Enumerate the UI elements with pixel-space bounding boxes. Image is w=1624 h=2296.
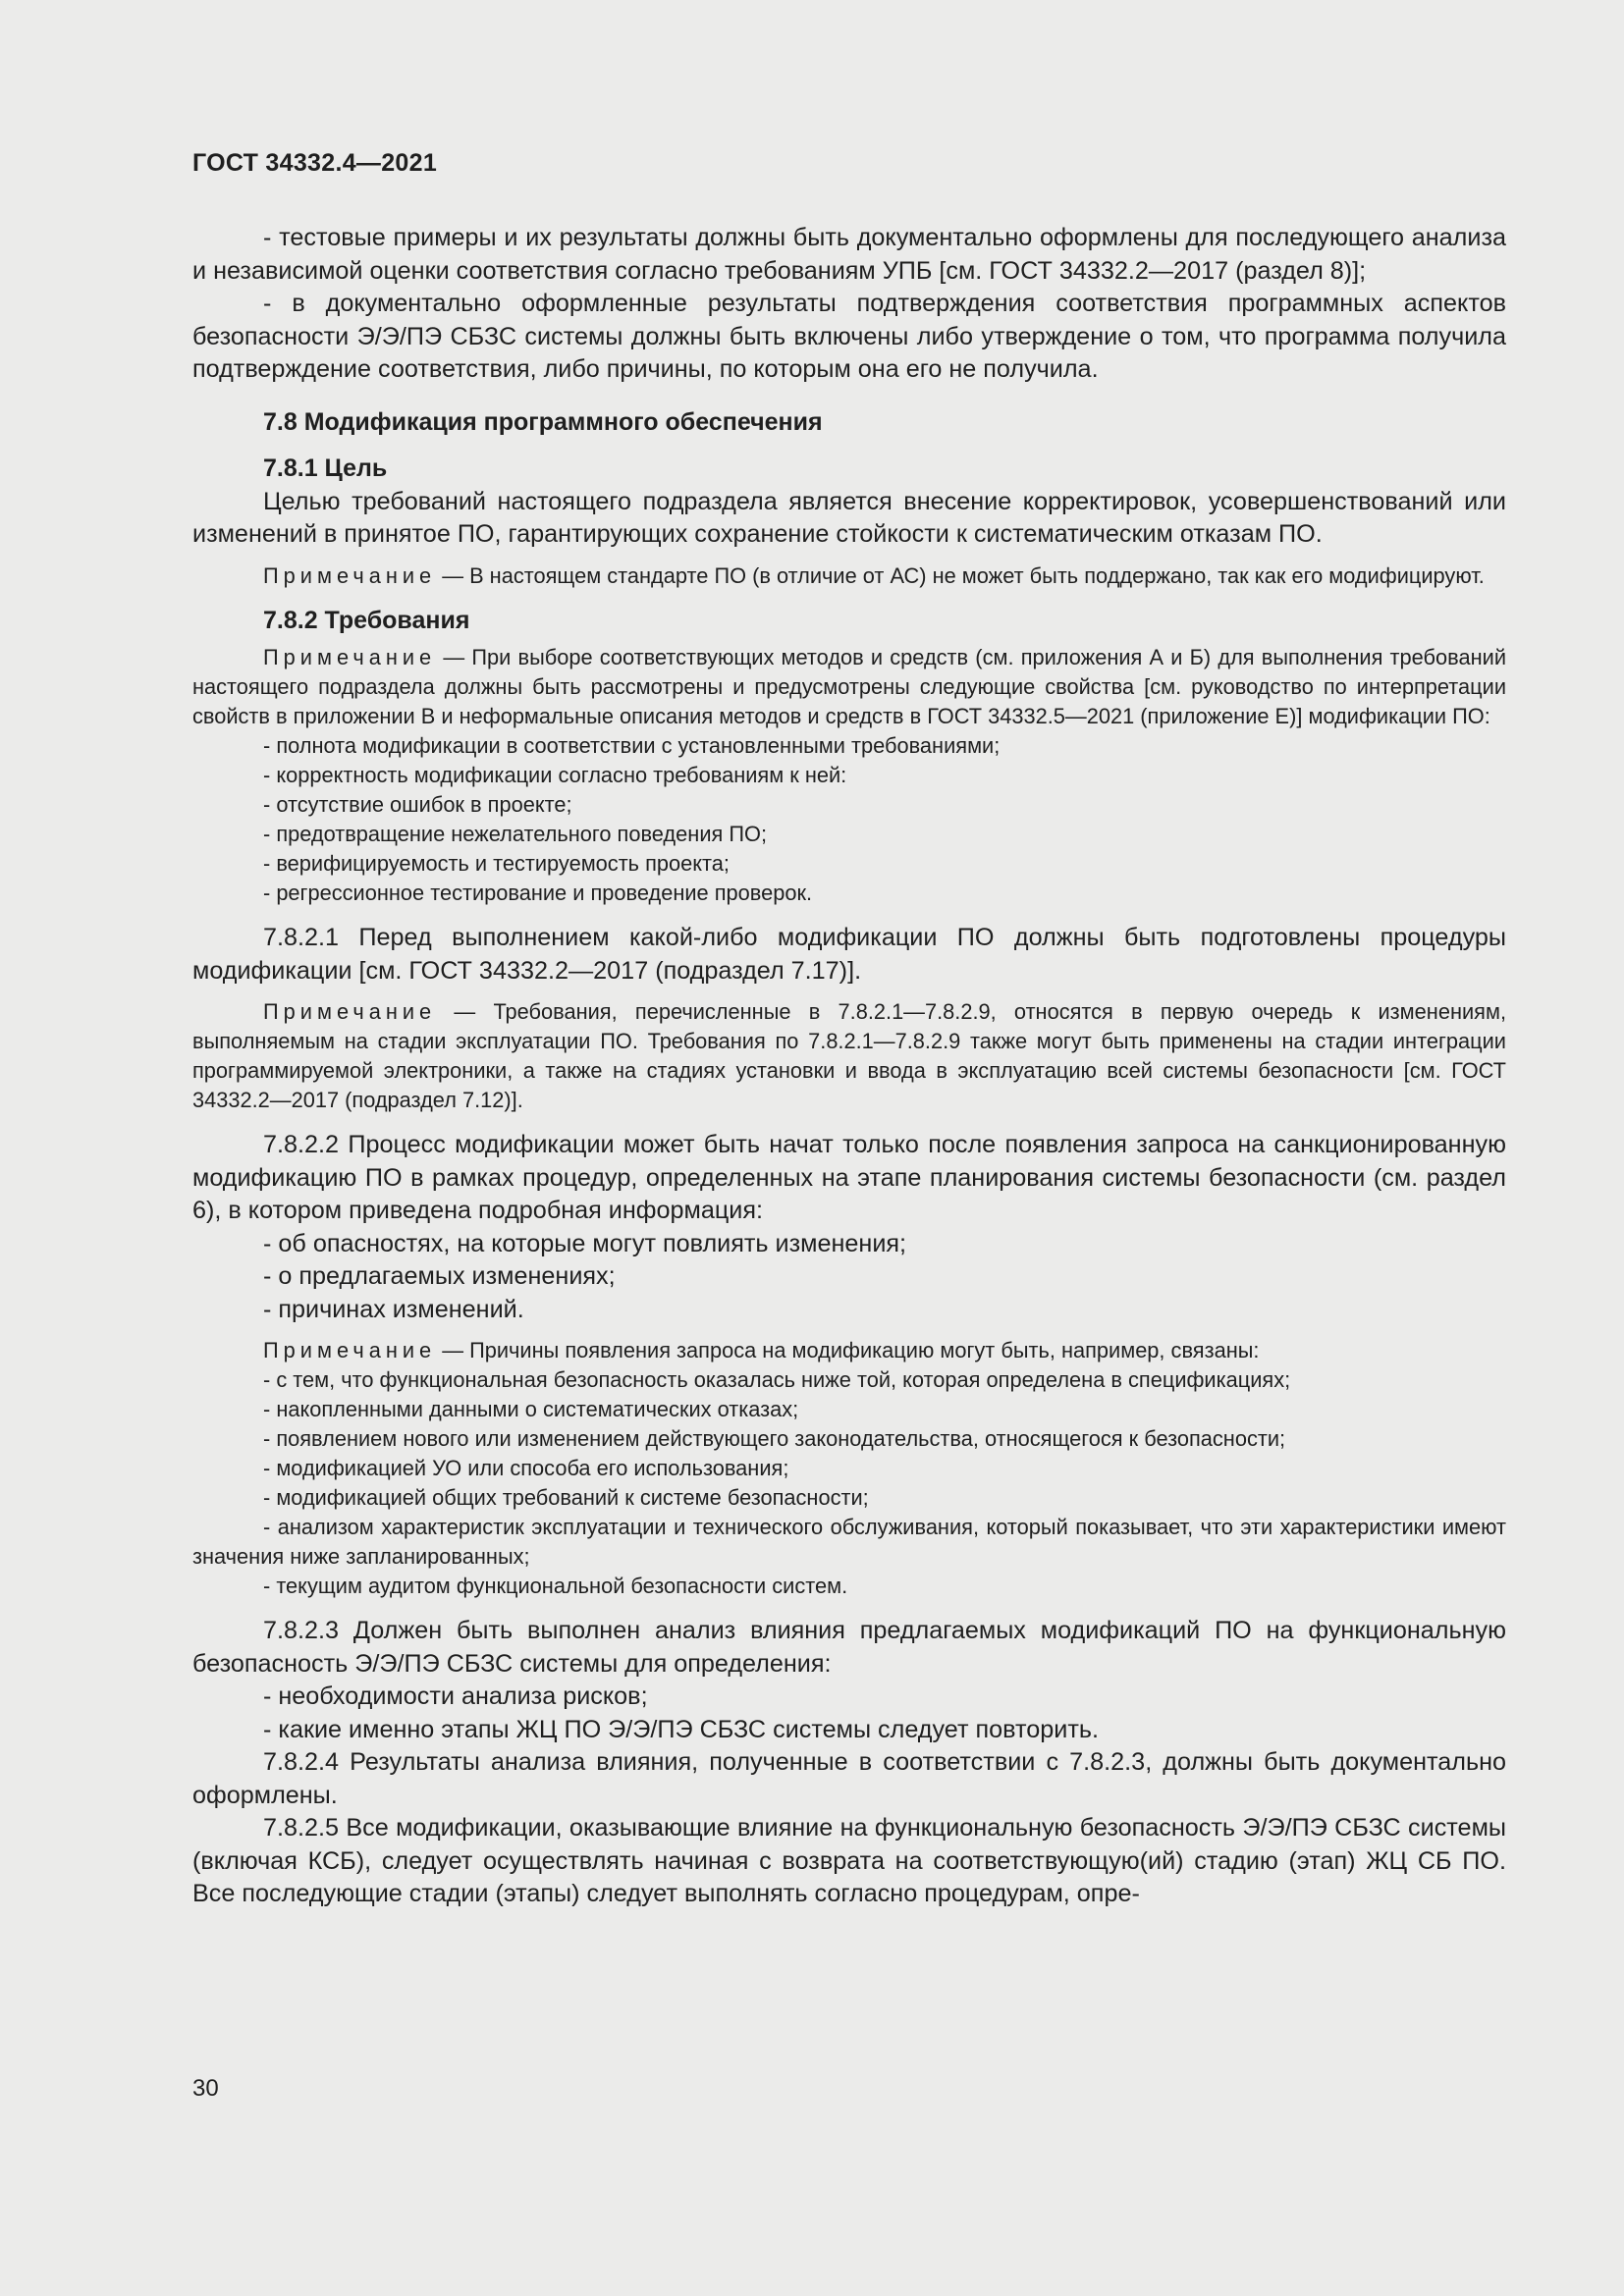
document-body [192,222,1506,1911]
list-item: - модификацией общих требований к системе безопасности; [263,1485,869,1510]
list-item: - предотвращение нежелательного поведения ПО; [263,822,768,846]
document-header: ГОСТ 34332.4—2021 [192,149,438,177]
note-3-text: — Требования, перечисленные в 7.8.2.1—7.8.2.9, относятся в первую очередь к изменениям, выполняемым на стадии эксплуатации ПО. Требования по 7.8.2.1—7.8.2.9 также могут быть применены на стадии интеграции программируемой электроники, а также на стадиях установки и ввода в эксплуатацию всей системы безопасности [см. ГОСТ 34332.2—2017 (подраздел 7.12)]. [192,999,1506,1112]
list-item: - корректность модификации согласно требованиям к ней: [263,763,847,787]
list-item: - об опасностях, на которые могут повлиять изменения; [263,1229,907,1257]
paragraph-7-8-2-3: 7.8.2.3 Должен быть выполнен анализ влияния предлагаемых модификаций ПО на функциональную безопасность Э/Э/ПЭ СБЗС системы для определения: [192,1617,1506,1678]
list-item: - причинах изменений. [263,1295,524,1323]
page-number: 30 [192,2075,219,2102]
note-label: Примечание [263,1338,437,1362]
note-label: Примечание [263,999,437,1024]
note-label: Примечание [263,562,437,588]
section-7-8-1-heading: 7.8.1 Цель [263,454,388,482]
list-item: - текущим аудитом функциональной безопасности систем. [263,1574,848,1598]
note-label: Примечание [263,645,437,669]
list-item: - модификацией УО или способа его использования; [263,1456,789,1480]
list-item: - полнота модификации в соответствии с установленными требованиями; [263,733,1001,758]
intro-item-conformance-results: - в документально оформленные результаты подтверждения соответствия программных аспектов безопасности Э/Э/ПЭ СБЗС системы должны быть включены либо утверждение о том, что программа получила подтверждение соответствия, либо причины, по которым она его не получила. [192,290,1506,383]
section-7-8-2-heading: 7.8.2 Требования [263,606,470,634]
list-item: - верифицируемость и тестируемость проекта; [263,851,730,876]
note-2 [192,643,1506,731]
section-7-8-1-text: Целью требований настоящего подраздела является внесение корректировок, усовершенствований или изменений в принятое ПО, гарантирующих сохранение стойкости к систематическим отказам ПО. [192,487,1506,548]
note-4-text: — Причины появления запроса на модификацию могут быть, например, связаны: [436,1338,1260,1362]
paragraph-7-8-2-5: 7.8.2.5 Все модификации, оказывающие влияние на функциональную безопасность Э/Э/ПЭ СБЗС системы (включая КСБ), следует осуществлять начиная с возврата на соответствующую(ий) стадию (этап) ЖЦ СБ ПО. Все последующие стадии (этапы) следует выполнять согласно процедурам, опре- [192,1814,1506,1907]
list-item: - регрессионное тестирование и проведение проверок. [263,881,813,905]
list-item: - отсутствие ошибок в проекте; [263,792,572,817]
note-3 [192,997,1506,1115]
list-item: - появлением нового или изменением действующего законодательства, относящегося к безопасности; [263,1426,1286,1451]
list-item: - какие именно этапы ЖЦ ПО Э/Э/ПЭ СБЗС системы следует повторить. [263,1715,1099,1743]
intro-item-test-cases: - тестовые примеры и их результаты должны быть документально оформлены для последующего анализа и независимой оценки соответствия согласно требованиям УПБ [см. ГОСТ 34332.2—2017 (раздел 8)]; [192,224,1506,285]
list-item: - анализом характеристик эксплуатации и технического обслуживания, который показывает, что эти характеристики имеют значения ниже запланированных; [192,1515,1506,1569]
paragraph-7-8-2-4: 7.8.2.4 Результаты анализа влияния, полученные в соответствии с 7.8.2.3, должны быть документально оформлены. [192,1748,1506,1809]
note-4 [192,1336,1506,1365]
list-item: - накопленными данными о систематических отказах; [263,1397,799,1421]
paragraph-7-8-2-2: 7.8.2.2 Процесс модификации может быть начат только после появления запроса на санкционированную модификацию ПО в рамках процедур, определенных на этапе планирования системы безопасности (см. раздел 6), в котором приведена подробная информация: [192,1131,1506,1224]
list-item: - о предлагаемых изменениях; [263,1262,616,1290]
list-item: - с тем, что функциональная безопасность оказалась ниже той, которая определена в спецификациях; [263,1367,1291,1392]
paragraph-7-8-2-1: 7.8.2.1 Перед выполнением какой-либо модификации ПО должны быть подготовлены процедуры модификации [см. ГОСТ 34332.2—2017 (подраздел 7.17)]. [192,924,1506,985]
note-1-text: — В настоящем стандарте ПО (в отличие от АС) не может быть поддержано, так как его модифицируют. [436,562,1485,588]
note-1 [192,561,1506,591]
list-item: - необходимости анализа рисков; [263,1682,648,1710]
section-7-8-heading: 7.8 Модификация программного обеспечения [263,407,823,436]
note-2-text: — При выборе соответствующих методов и средств (см. приложения А и Б) для выполнения требований настоящего подраздела должны быть рассмотрены и предусмотрены следующие свойства [см. руководство по интерпретации свойств в приложении В и неформальные описания методов и средств в ГОСТ 34332.5—2021 (приложение Е)] модификации ПО: [192,645,1506,728]
